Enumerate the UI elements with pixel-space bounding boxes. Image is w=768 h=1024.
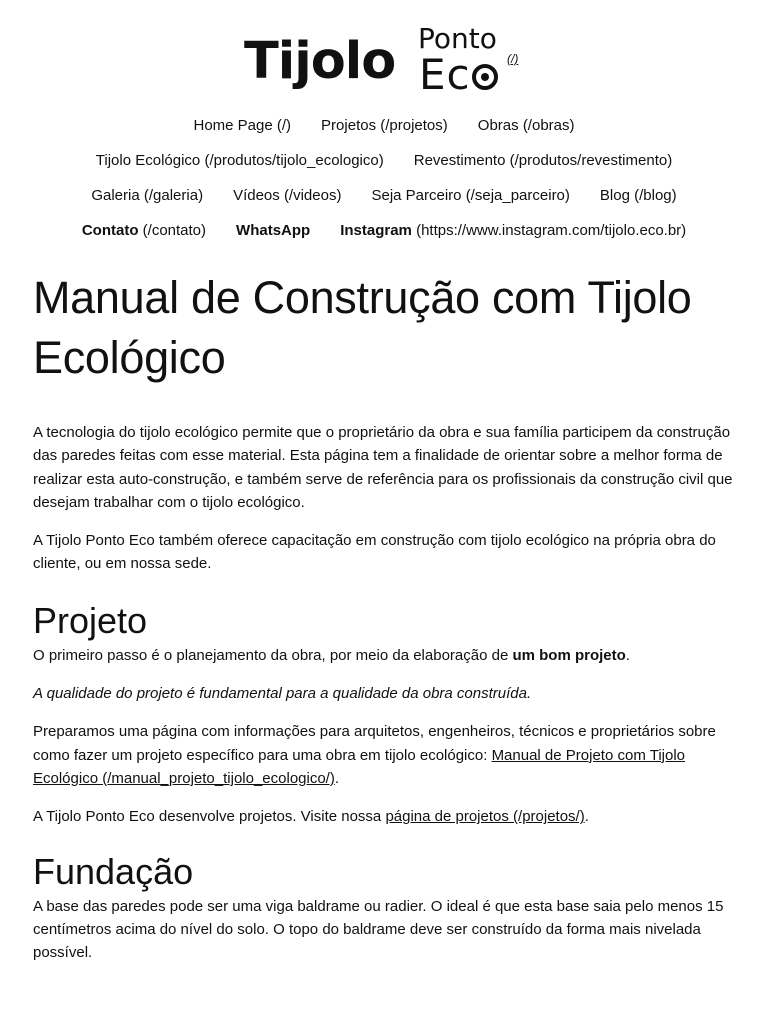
nav-contato[interactable] [82, 222, 206, 239]
fundacao-paragraph-1: A base das paredes pode ser uma viga baldrame ou radier. O ideal é que esta base saia pelo menos 15 centímetros acima do nível do solo. O topo do baldrame deve ser construído da forma mais nivelada possível. [33, 897, 724, 962]
nav-videos[interactable] [233, 187, 341, 204]
nav-whatsapp[interactable] [236, 222, 310, 239]
nav-seja-parceiro[interactable] [371, 187, 569, 204]
logo-text-tijolo[interactable]: Tijolo [244, 32, 396, 91]
nav-contato-path: (/contato) [142, 222, 207, 239]
nav-galeria-path: (/galeria) [143, 187, 204, 204]
nav-galeria[interactable] [91, 187, 203, 204]
site-logo[interactable] [0, 18, 768, 100]
projeto-p1-bold: um bom projeto [512, 646, 626, 664]
logo-text-ponto[interactable]: Ponto [418, 22, 497, 55]
nav-seja-parceiro-path: (/seja_parceiro) [465, 187, 570, 204]
nav-row-2 [0, 143, 768, 178]
nav-row-3 [0, 178, 768, 213]
projeto-p3-text: Preparamos uma página com informações para arquitetos, engenheiros, técnicos e proprietários sobre como fazer um projeto específico para uma obra em tijolo ecológico: [33, 723, 716, 764]
nav-videos-path: (/videos) [283, 187, 342, 204]
nav-whatsapp-label: WhatsApp [236, 222, 311, 239]
nav-galeria-label: Galeria [91, 187, 140, 204]
nav-row-4 [0, 213, 768, 248]
section-heading-projeto: Projeto [33, 599, 148, 641]
logo-text-eco[interactable] [419, 50, 498, 99]
logo-text-ec: Ec [419, 50, 471, 99]
nav-instagram-label: Instagram [340, 222, 412, 239]
nav-projetos[interactable] [321, 117, 448, 134]
nav-projetos-label: Projetos [321, 117, 377, 134]
projeto-p1-text: O primeiro passo é o planejamento da obra, por meio da elaboração de [33, 646, 513, 664]
projeto-p4-end: . [584, 808, 589, 826]
logo-eco-o-icon [472, 64, 498, 90]
main-content [33, 268, 738, 964]
nav-instagram-path: (https://www.instagram.com/tijolo.eco.br) [416, 222, 687, 239]
nav-home-path: (/) [276, 117, 292, 134]
nav-obras[interactable] [478, 117, 575, 134]
nav-tijolo-ecologico-label: Tijolo Ecológico [95, 152, 201, 169]
nav-revestimento-label: Revestimento [413, 152, 506, 169]
nav-home-label: Home Page [193, 117, 273, 134]
page-title: Manual de Construção com Tijolo Ecológico [33, 272, 692, 383]
intro-paragraph-2: A Tijolo Ponto Eco também oferece capacitação em construção com tijolo ecológico na própria obra do cliente, ou em nossa sede. [33, 532, 716, 573]
nav-instagram[interactable] [340, 222, 686, 239]
nav-seja-parceiro-label: Seja Parceiro [371, 187, 462, 204]
projeto-p1-end: . [625, 646, 630, 664]
nav-obras-label: Obras [477, 117, 519, 134]
projeto-p2-italic: A qualidade do projeto é fundamental para a qualidade da obra construída. [33, 685, 532, 703]
nav-contato-label: Contato [81, 222, 139, 239]
nav-blog[interactable] [600, 187, 677, 204]
nav-blog-label: Blog [599, 187, 630, 204]
projeto-paragraph-1 [33, 644, 738, 667]
manual-projeto-link[interactable]: Manual de Projeto com Tijolo Ecológico (/manual_projeto_tijolo_ecologico/) [33, 746, 685, 787]
nav-projetos-path: (/projetos) [380, 117, 448, 134]
nav-home[interactable] [193, 117, 291, 134]
projeto-paragraph-3 [33, 720, 738, 790]
nav-revestimento[interactable] [414, 152, 672, 169]
nav-blog-path: (/blog) [634, 187, 677, 204]
nav-revestimento-path: (/produtos/revestimento) [509, 152, 673, 169]
pagina-projetos-link[interactable]: página de projetos (/projetos/) [385, 808, 585, 826]
nav-tijolo-ecologico-path: (/produtos/tijolo_ecologico) [204, 152, 384, 169]
nav-obras-path: (/obras) [522, 117, 575, 134]
projeto-p4-text: A Tijolo Ponto Eco desenvolve projetos. Visite nossa [33, 808, 386, 826]
section-heading-fundacao: Fundação [33, 850, 194, 892]
nav-row-1 [0, 108, 768, 143]
projeto-paragraph-4 [33, 805, 738, 828]
nav-tijolo-ecologico[interactable] [96, 152, 384, 169]
main-navigation [0, 108, 768, 248]
nav-videos-label: Vídeos [233, 187, 280, 204]
intro-paragraph-1: A tecnologia do tijolo ecológico permite que o proprietário da obra e sua família participem da construção das paredes feitas com esse material. Esta página tem a finalidade de orientar sobre a melhor forma de realizar esta auto-construção, e também serve de referência para os profissionais da construção civil que desejam trabalhar com o tijolo ecológico. [33, 424, 733, 511]
projeto-p3-end: . [334, 769, 340, 787]
logo-home-link[interactable]: (/) [507, 52, 519, 66]
projeto-paragraph-2 [33, 682, 738, 705]
